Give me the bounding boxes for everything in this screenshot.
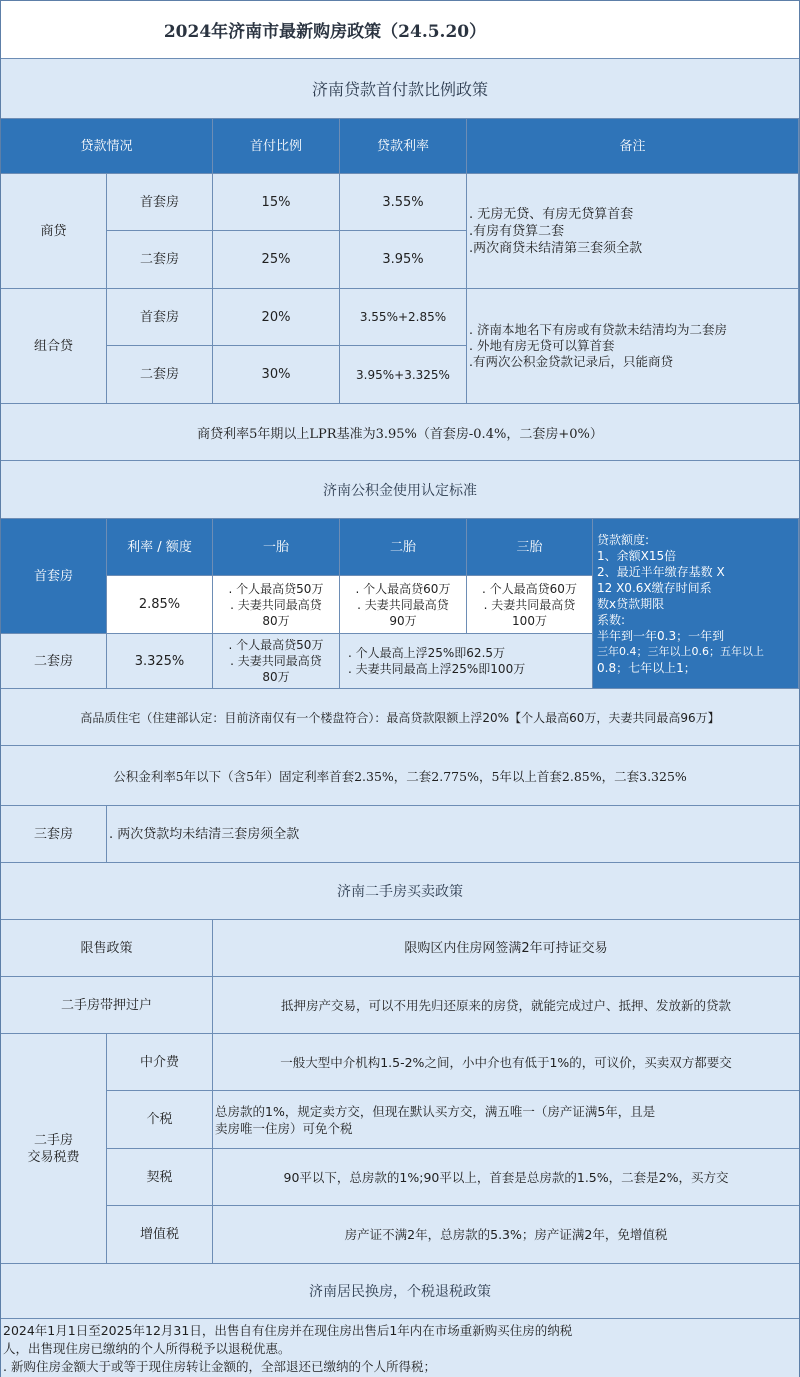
- commercial-second-rate: 3.95%: [340, 231, 467, 289]
- refund-line: 人，出售现住房已缴纳的个人所得税予以退税优惠。: [3, 1340, 291, 1356]
- header-loan-rate: 贷款利率: [340, 119, 467, 174]
- vat-label: 增值税: [107, 1206, 213, 1264]
- commercial-notes: [467, 174, 799, 289]
- fund-header-child3: 三胎: [467, 519, 593, 576]
- combo-first-type: 首套房: [107, 289, 213, 346]
- commercial-note: .两次商贷未结清第三套须全款: [469, 240, 643, 256]
- tax-label-line: 二手房: [33, 1132, 73, 1148]
- section-loan-title: 济南贷款首付款比例政策: [311, 80, 488, 99]
- section-loan-title-row: [1, 59, 799, 119]
- fund-second-child1: [213, 634, 340, 689]
- combo-first-rate: 3.55%+2.85%: [340, 289, 467, 346]
- fund-header-child2: 二胎: [340, 519, 467, 576]
- combo-note: .有两次公积金贷款记录后，只能商贷: [469, 354, 673, 369]
- section-resale-title: 济南二手房买卖政策: [337, 884, 463, 900]
- mortgage-transfer-row: [1, 977, 799, 1034]
- fund-rate-note-row: [1, 746, 799, 806]
- fund-line: 80万: [262, 613, 290, 628]
- header-loan-type: 贷款情况: [1, 119, 213, 174]
- fund-first-child1: [213, 576, 340, 634]
- section-refund-title: 济南居民换房，个税退税政策: [309, 1284, 491, 1300]
- deed-tax-text: 90平以下，总房款的1%;90平以上，首套是总房款的1.5%，二套是2%，买方交: [213, 1149, 799, 1206]
- fund-header-rate: 利率 / 额度: [107, 519, 213, 576]
- tax-label-line: 交易税费: [27, 1149, 80, 1165]
- refund-line: 2024年1月1日至2025年12月31日，出售自有住房并在现住房出售后1年内在市场重新购买住房的纳税: [3, 1322, 573, 1338]
- fund-first-child3: [467, 576, 593, 634]
- formula-line: 1、余额X15倍: [597, 548, 677, 563]
- resale-restriction-label: 限售政策: [1, 920, 213, 977]
- commercial-loan-label: 商贷: [1, 174, 107, 289]
- section-fund-title-row: [1, 461, 799, 519]
- formula-line: 贷款额度:: [597, 532, 650, 547]
- resale-restriction-row: [1, 920, 799, 977]
- fund-line: . 夫妻共同最高上浮25%即100万: [348, 662, 526, 676]
- fund-line: . 夫妻共同最高贷: [230, 597, 322, 612]
- combo-loan-label: 组合贷: [1, 289, 107, 404]
- fund-line: . 个人最高贷60万: [355, 581, 451, 596]
- fund-line: 100万: [512, 613, 547, 628]
- quality-note: 高品质住宅（住建部认定：目前济南仅有一个楼盘符合）：最高贷款限额上浮20%【个人最高60万，夫妻共同最高96万】: [80, 710, 720, 725]
- lpr-note-row: [1, 404, 799, 461]
- formula-line: 12 X0.6X缴存时间系: [597, 580, 712, 595]
- formula-line: 0.8；七年以上1；: [597, 660, 696, 675]
- mortgage-transfer-label: 二手房带押过户: [1, 977, 213, 1034]
- combo-second-ratio: 30%: [213, 346, 340, 404]
- resale-restriction-text: 限购区内住房网签满2年可持证交易: [213, 920, 799, 977]
- combo-loan-group: [1, 289, 799, 404]
- header-down-payment: 首付比例: [213, 119, 340, 174]
- commercial-first-type: 首套房: [107, 174, 213, 231]
- combo-first-ratio: 20%: [213, 289, 340, 346]
- commercial-second-ratio: 25%: [213, 231, 340, 289]
- income-tax-text: [213, 1091, 799, 1149]
- fund-line: . 个人最高贷60万: [482, 581, 577, 596]
- fund-first-child2: [340, 576, 467, 634]
- third-home-row: [1, 806, 799, 863]
- commercial-note: . 无房无贷、有房无贷算首套: [469, 206, 634, 222]
- header-remarks: 备注: [467, 119, 799, 174]
- mortgage-transfer-text: 抵押房产交易，可以不用先归还原来的房贷，就能完成过户、抵押、发放新的贷款: [213, 977, 799, 1034]
- fund-formula: [593, 519, 799, 689]
- agency-fee-text: 一般大型中介机构1.5-2%之间，小中介也有低于1%的，可议价，买卖双方都要交: [213, 1034, 799, 1091]
- commercial-first-ratio: 15%: [213, 174, 340, 231]
- page-title-row: [1, 1, 799, 59]
- fund-line: . 夫妻共同最高贷: [483, 597, 576, 612]
- third-home-text: . 两次贷款均未结清三套房须全款: [107, 806, 799, 863]
- income-tax-line: 卖房唯一住房）可免个税: [215, 1120, 353, 1136]
- formula-line: 数x贷款期限: [597, 596, 665, 611]
- combo-note: . 外地有房无贷可以算首套: [469, 338, 615, 353]
- quality-note-row: [1, 689, 799, 746]
- fund-line: . 个人最高上浮25%即62.5万: [348, 646, 506, 660]
- vat-text: 房产证不满2年，总房款的5.3%；房产证满2年，免增值税: [213, 1206, 799, 1264]
- section-resale-title-row: [1, 863, 799, 920]
- combo-second-rate: 3.95%+3.325%: [340, 346, 467, 404]
- formula-line: 2、最近半年缴存基数 X: [597, 564, 725, 579]
- deed-tax-label: 契税: [107, 1149, 213, 1206]
- fund-line: 80万: [262, 670, 290, 684]
- fund-first-home-label: 首套房: [1, 519, 107, 634]
- combo-notes: [467, 289, 799, 404]
- combo-note: . 济南本地名下有房或有贷款未结清均为二套房: [469, 322, 727, 337]
- income-tax-label: 个税: [107, 1091, 213, 1149]
- fund-header-child1: 一胎: [213, 519, 340, 576]
- fund-rate-note: 公积金利率5年以下（含5年）固定利率首套2.35%，二套2.775%，5年以上首套2.85%，二套3.325%: [113, 768, 687, 784]
- fund-line: . 夫妻共同最高贷: [230, 654, 322, 668]
- fund-first-rate: 2.85%: [107, 576, 213, 634]
- fund-table: [1, 519, 799, 689]
- commercial-first-rate: 3.55%: [340, 174, 467, 231]
- fund-second-child23: [340, 634, 593, 689]
- refund-line: . 新购住房金额大于或等于现住房转让金额的，全部退还已缴纳的个人所得税；: [3, 1358, 436, 1374]
- refund-body: [1, 1319, 799, 1377]
- formula-line: 三年0.4；三年以上0.6；五年以上: [597, 644, 764, 658]
- page-title: 2024年济南市最新购房政策（24.5.20）: [163, 22, 487, 42]
- tax-group-label: [1, 1034, 107, 1264]
- formula-line: 半年到一年0.3；一年到: [597, 628, 725, 643]
- third-home-label: 三套房: [1, 806, 107, 863]
- fund-second-rate: 3.325%: [107, 634, 213, 689]
- fund-line: . 个人最高贷50万: [228, 581, 324, 596]
- section-fund-title: 济南公积金使用认定标准: [323, 482, 477, 499]
- fund-second-home-label: 二套房: [1, 634, 107, 689]
- loan-table-header: [1, 119, 799, 174]
- fund-line: . 个人最高贷50万: [228, 638, 324, 652]
- section-refund-title-row: [1, 1264, 799, 1319]
- commercial-second-type: 二套房: [107, 231, 213, 289]
- commercial-loan-group: [1, 174, 799, 289]
- combo-second-type: 二套房: [107, 346, 213, 404]
- lpr-note: 商贷利率5年期以上LPR基准为3.95%（首套房-0.4%，二套房+0%）: [197, 426, 603, 442]
- fund-line: 90万: [389, 613, 417, 628]
- commercial-note: .有房有贷算二套: [469, 223, 565, 239]
- formula-line: 系数:: [597, 612, 626, 627]
- tax-group: [1, 1034, 799, 1264]
- agency-fee-label: 中介费: [107, 1034, 213, 1091]
- income-tax-line: 总房款的1%，规定卖方交，但现在默认买方交，满五唯一（房产证满5年，且是: [215, 1103, 656, 1119]
- fund-line: . 夫妻共同最高贷: [357, 597, 449, 612]
